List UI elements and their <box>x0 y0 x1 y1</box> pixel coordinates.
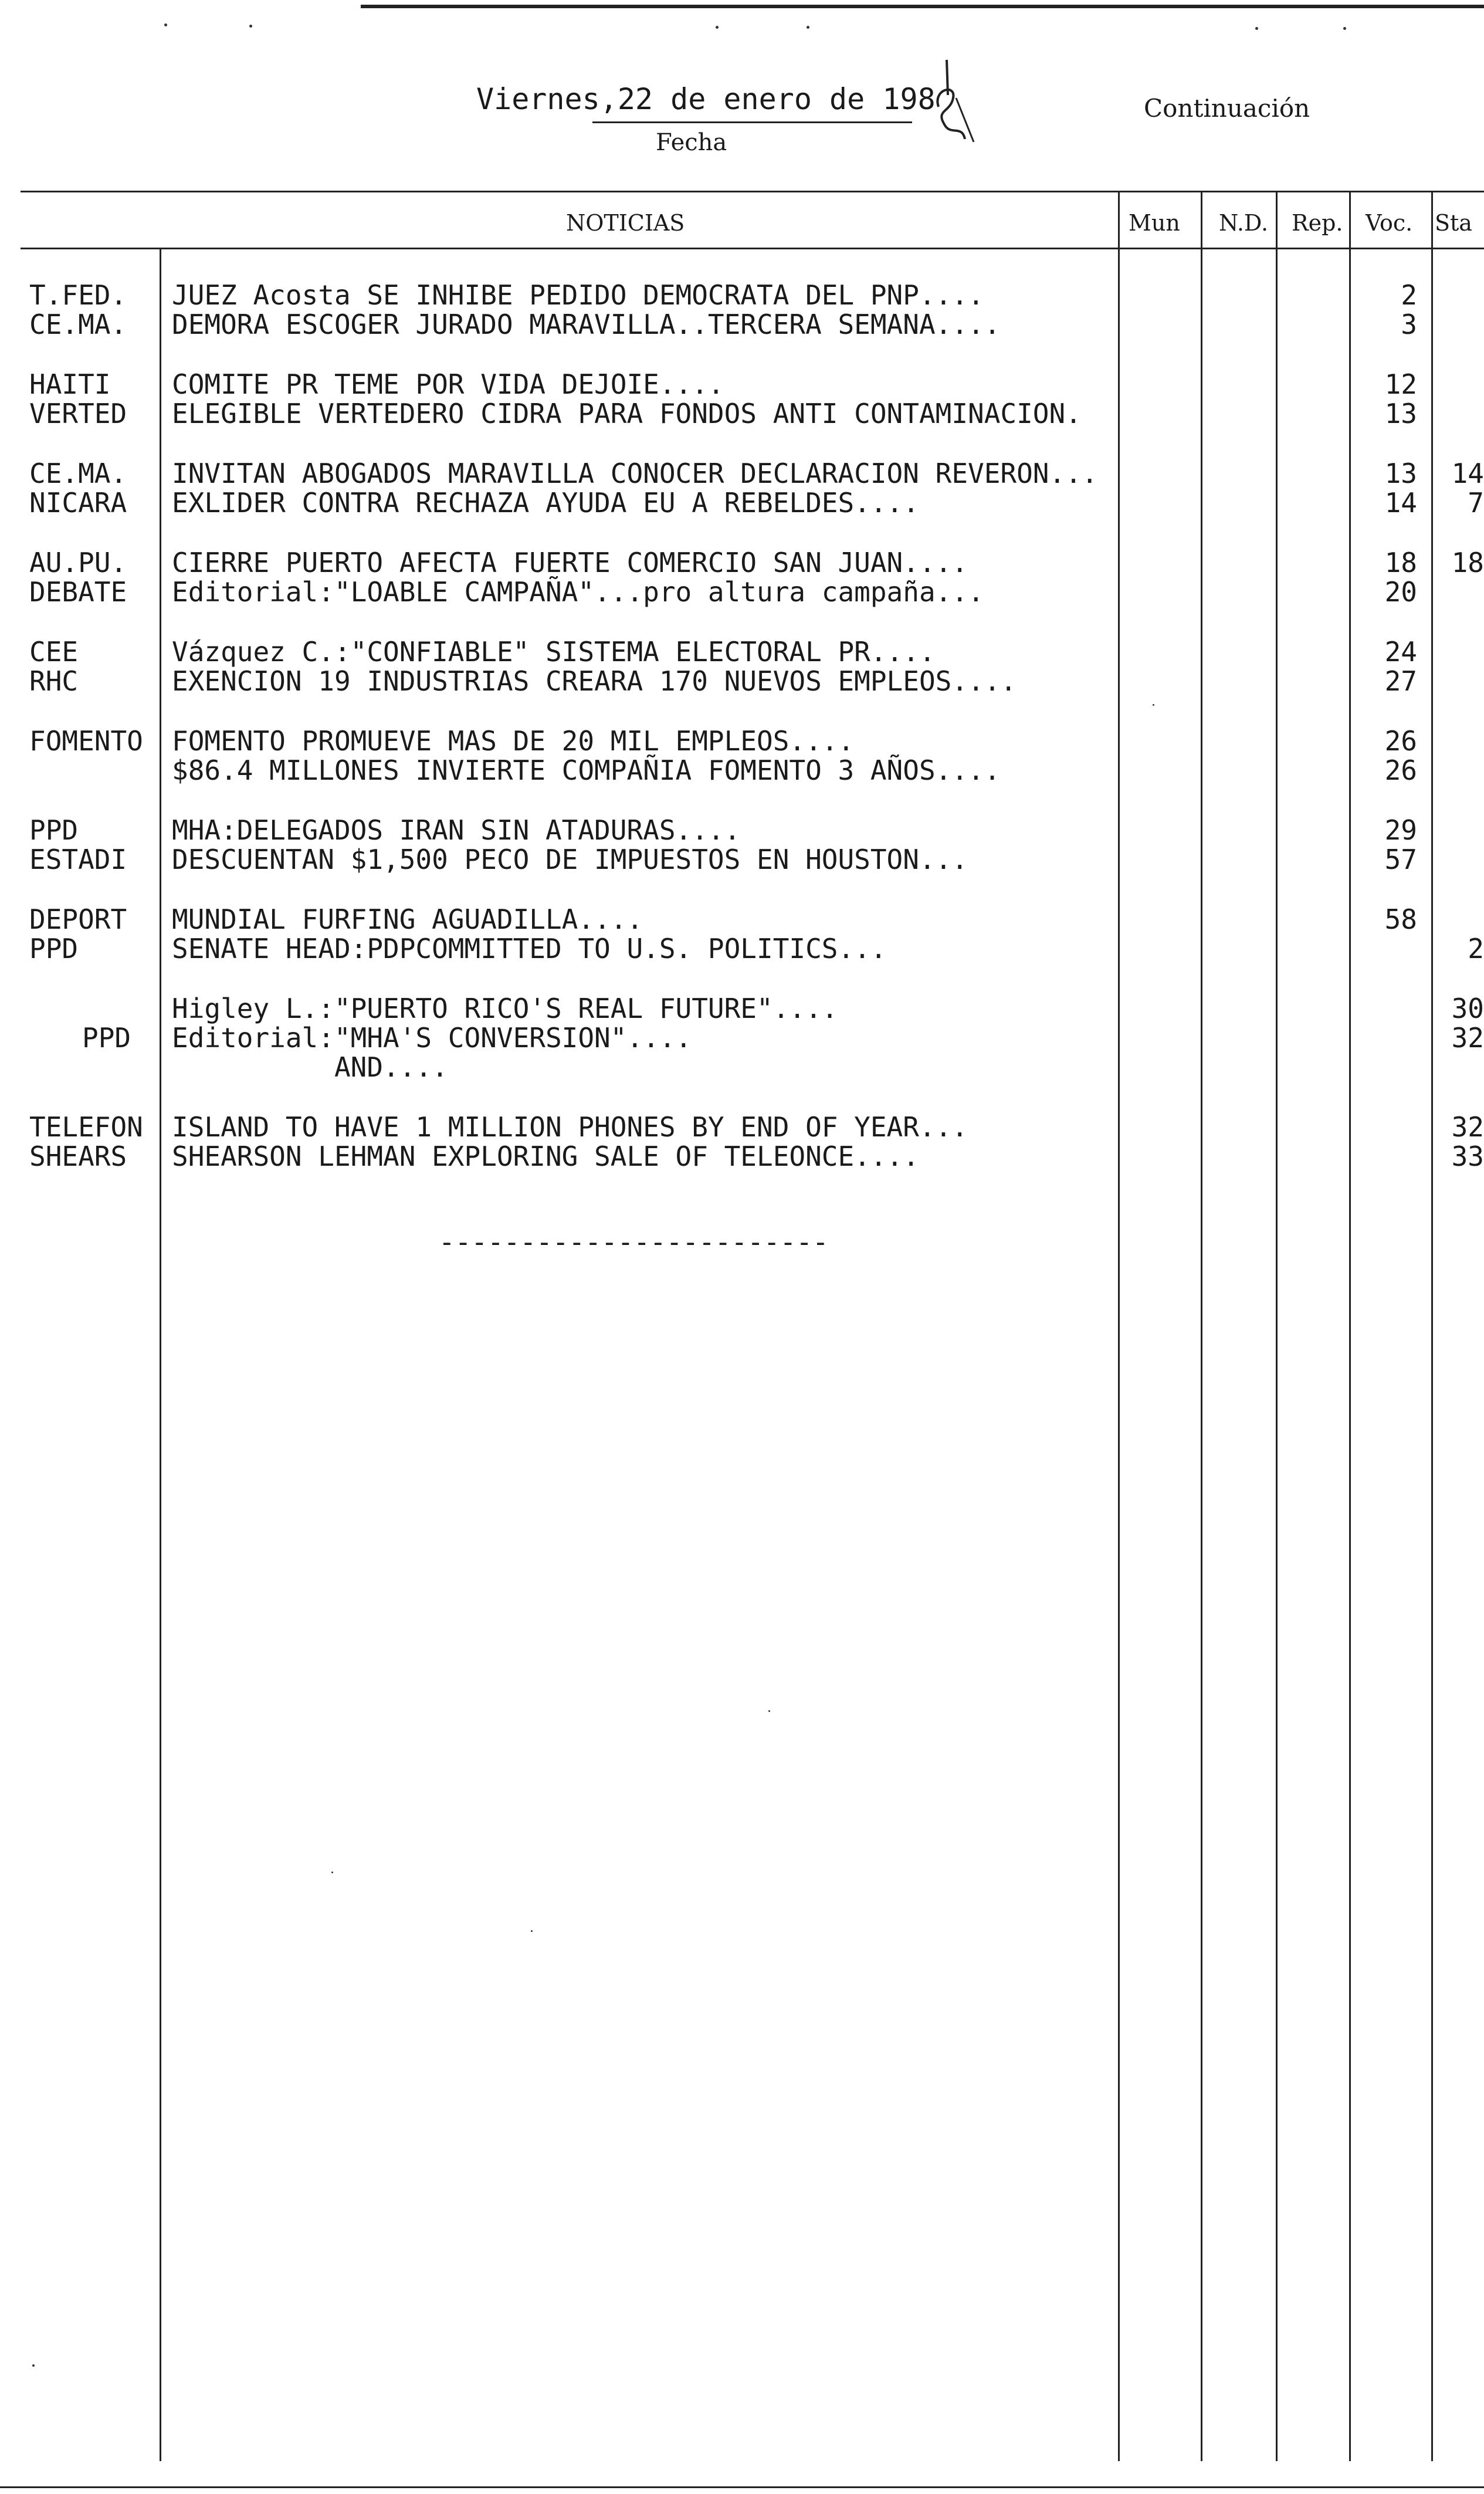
date-label: Fecha <box>656 129 727 156</box>
section-code: PPD <box>29 933 79 965</box>
star-page: 33 <box>1451 1141 1484 1172</box>
section-code: SHEARS <box>29 1141 127 1172</box>
voc-page: 58 <box>1384 903 1417 935</box>
headline: MUNDIAL FURFING AGUADILLA.... <box>172 903 643 935</box>
table-row <box>0 845 1484 874</box>
column-header-noticias: NOTICIAS <box>566 210 685 236</box>
section-code: DEBATE <box>29 576 127 608</box>
section-code: NICARA <box>29 487 127 519</box>
table-row <box>0 548 1484 577</box>
headline: ISLAND TO HAVE 1 MILLION PHONES BY END OF YEAR... <box>172 1111 968 1143</box>
nd-column-rule <box>1201 191 1202 2461</box>
star-page: 18 <box>1451 547 1484 578</box>
table-row <box>0 756 1484 785</box>
star-page: 7 <box>1468 487 1484 519</box>
voc-page: 29 <box>1384 814 1417 846</box>
headline: JUEZ Acosta SE INHIBE PEDIDO DEMOCRATA DEL PNP.... <box>172 279 984 311</box>
table-row <box>0 577 1484 607</box>
table-row <box>0 1053 1484 1082</box>
table-row <box>0 280 1484 310</box>
continuation-label: Continuación <box>1144 94 1310 123</box>
voc-page: 24 <box>1384 636 1417 668</box>
table-top-rule <box>21 191 1484 192</box>
section-code: CEE <box>29 636 79 668</box>
table-row <box>0 459 1484 488</box>
scan-speck <box>768 1710 770 1712</box>
column-header-rep: Rep. <box>1292 210 1343 236</box>
star-page: 2 <box>1468 933 1484 965</box>
rep-column-rule <box>1276 191 1278 2461</box>
headline: SENATE HEAD:PDPCOMMITTED TO U.S. POLITICS... <box>172 933 887 965</box>
headline: SHEARSON LEHMAN EXPLORING SALE OF TELEONCE.... <box>172 1141 919 1172</box>
bottom-edge-rule <box>0 2486 1484 2488</box>
table-row <box>0 1023 1484 1053</box>
section-code: AU.PU. <box>29 547 127 578</box>
table-row <box>0 666 1484 696</box>
scan-speck <box>716 26 719 29</box>
table-row <box>0 994 1484 1023</box>
table-row <box>0 637 1484 666</box>
table-row <box>0 370 1484 399</box>
column-header-star: Sta <box>1435 210 1472 236</box>
section-code: TELEFON <box>29 1111 143 1143</box>
voc-page: 13 <box>1384 398 1417 429</box>
header-date: Viernes,22 de enero de 198 <box>476 82 936 116</box>
headline: Vázquez C.:"CONFIABLE" SISTEMA ELECTORAL PR.... <box>172 636 936 668</box>
table-row <box>0 488 1484 517</box>
voc-page: 27 <box>1384 665 1417 697</box>
scan-speck <box>249 25 252 28</box>
star-column-rule <box>1431 191 1433 2461</box>
mun-column-rule <box>1118 191 1120 2461</box>
headline: Editorial:"LOABLE CAMPAÑA"...pro altura campaña... <box>172 576 984 608</box>
scan-speck <box>32 2364 35 2367</box>
column-header-voc: Voc. <box>1366 210 1413 236</box>
column-header-mun: Mun <box>1129 210 1180 236</box>
voc-page: 20 <box>1384 576 1417 608</box>
star-page: 14 <box>1451 458 1484 489</box>
top-edge-rule <box>361 5 1484 8</box>
end-of-list-rule: ------------------------ <box>439 1226 829 1258</box>
table-row <box>0 310 1484 339</box>
scan-speck <box>1343 27 1346 30</box>
scan-speck <box>807 26 809 29</box>
voc-page: 12 <box>1384 368 1417 400</box>
table-header-rule <box>21 248 1484 249</box>
section-code: T.FED. <box>29 279 127 311</box>
voc-page: 3 <box>1401 309 1417 340</box>
headline: DESCUENTAN $1,500 PECO DE IMPUESTOS EN HOUSTON... <box>172 844 968 875</box>
voc-page: 13 <box>1384 458 1417 489</box>
voc-page: 26 <box>1384 725 1417 757</box>
headline: $86.4 MILLONES INVIERTE COMPAÑIA FOMENTO 3 AÑOS.... <box>172 754 1001 786</box>
table-row <box>0 1142 1484 1171</box>
handwritten-year-correction <box>933 54 985 148</box>
section-code: RHC <box>29 665 79 697</box>
headline: Editorial:"MHA'S CONVERSION".... <box>172 1022 692 1054</box>
headline: ELEGIBLE VERTEDERO CIDRA PARA FONDOS ANTI CONTAMINACION. <box>172 398 1082 429</box>
scan-speck <box>164 23 167 26</box>
table-row <box>0 1112 1484 1142</box>
scan-speck <box>1153 704 1154 706</box>
table-row <box>0 726 1484 756</box>
scan-speck <box>1255 27 1258 30</box>
section-code: PPD <box>29 814 79 846</box>
section-code: FOMENTO <box>29 725 143 757</box>
star-page: 30 <box>1451 993 1484 1024</box>
date-underline <box>592 121 912 123</box>
scan-speck <box>331 1872 333 1873</box>
headline: MHA:DELEGADOS IRAN SIN ATADURAS.... <box>172 814 741 846</box>
voc-page: 2 <box>1401 279 1417 311</box>
section-code: DEPORT <box>29 903 127 935</box>
column-header-nd: N.D. <box>1219 210 1269 236</box>
table-row <box>0 815 1484 845</box>
section-code: ESTADI <box>29 844 127 875</box>
voc-page: 14 <box>1384 487 1417 519</box>
voc-column-rule <box>1349 191 1351 2461</box>
headline: EXLIDER CONTRA RECHAZA AYUDA EU A REBELDES.... <box>172 487 919 519</box>
headline: COMITE PR TEME POR VIDA DEJOIE.... <box>172 368 724 400</box>
star-page: 32 <box>1451 1022 1484 1054</box>
voc-page: 57 <box>1384 844 1417 875</box>
voc-page: 26 <box>1384 754 1417 786</box>
table-row <box>0 934 1484 963</box>
headline: Higley L.:"PUERTO RICO'S REAL FUTURE".... <box>172 993 838 1024</box>
headline: FOMENTO PROMUEVE MAS DE 20 MIL EMPLEOS.... <box>172 725 855 757</box>
section-code: HAITI <box>29 368 111 400</box>
table-row <box>0 905 1484 934</box>
headline: DEMORA ESCOGER JURADO MARAVILLA..TERCERA SEMANA.... <box>172 309 1001 340</box>
section-code: PPD <box>82 1022 131 1054</box>
star-page: 32 <box>1451 1111 1484 1143</box>
section-code: VERTED <box>29 398 127 429</box>
headline: EXENCION 19 INDUSTRIAS CREARA 170 NUEVOS EMPLEOS.... <box>172 665 1017 697</box>
table-row <box>0 399 1484 428</box>
voc-page: 18 <box>1384 547 1417 578</box>
headline: AND.... <box>172 1051 448 1083</box>
section-code: CE.MA. <box>29 309 127 340</box>
headline: INVITAN ABOGADOS MARAVILLA CONOCER DECLARACION REVERON... <box>172 458 1098 489</box>
headline: CIERRE PUERTO AFECTA FUERTE COMERCIO SAN JUAN.... <box>172 547 968 578</box>
section-code: CE.MA. <box>29 458 127 489</box>
scan-speck <box>531 1930 533 1932</box>
